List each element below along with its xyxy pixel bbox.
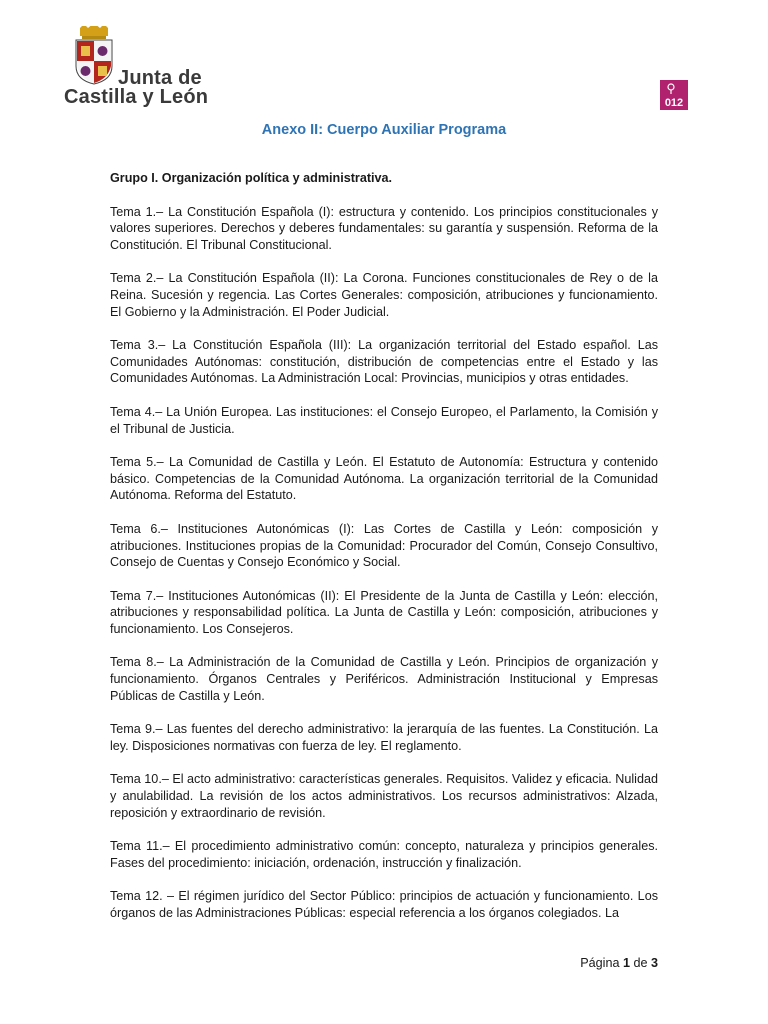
- tema-9: Tema 9.– Las fuentes del derecho administrativo: la jerarquía de las fuentes. La Constitución. La ley. Disposiciones normativas con fuerza de ley. El reglamento.: [110, 722, 658, 753]
- coat-of-arms-icon: [72, 26, 116, 86]
- page-label: Página: [580, 956, 620, 970]
- tema-10: Tema 10.– El acto administrativo: características generales. Requisitos. Validez y eficacia. Nulidad y anulabilidad. La revisión de los actos administrativos. Los recursos administrativos: Alzada, reposición y extraordinario de revisión.: [110, 772, 658, 820]
- page-current: 1: [622, 956, 630, 970]
- tema-6: Tema 6.– Instituciones Autonómicas (I): Las Cortes de Castilla y León: composición y atribuciones. Instituciones propias de la Comunidad: Procurador del Común, Consejo Consultivo, Consejo de Cuentas y Consejo Económico y Social.: [110, 521, 658, 570]
- document-title: Anexo II: Cuerpo Auxiliar Programa: [261, 122, 507, 138]
- tema-12: Tema 12. – El régimen jurídico del Sector Público: principios de actuación y funcionamiento. Los órganos de las Administraciones Públicas: especial referencia a los órganos colegiados. La: [110, 889, 658, 920]
- tema-1: Tema 1.– La Constitución Española (I): estructura y contenido. Los principios constitucionales y valores superiores. Derechos y deberes fundamentales: su garantía y suspensión. Reforma de la Constitución. El Tribunal Constitucional.: [110, 204, 658, 252]
- tema-11: Tema 11.– El procedimiento administrativo común: concepto, naturaleza y principios generales. Fases del procedimiento: iniciación, ordenación, instrucción y finalización.: [110, 839, 658, 870]
- tema-2: Tema 2.– La Constitución Española (II): La Corona. Funciones constitucionales de Rey o de la Reina. Sucesión y regencia. Las Cortes Generales: composición, atribuciones y funcionamiento. El Gobierno y la Administración. El Poder Judicial.: [110, 271, 658, 319]
- 012-badge: [660, 80, 688, 110]
- tema-7: Tema 7.– Instituciones Autonómicas (II): El Presidente de la Junta de Castilla y León: elección, atribuciones y responsabilidad política. La Junta de Castilla y León: composición, atribuciones y funcionamiento. Los Consejeros.: [110, 588, 658, 636]
- tema-4: Tema 4.– La Unión Europea. Las instituciones: el Consejo Europeo, el Parlamento, la Comisión y el Tribunal de Justicia.: [110, 404, 658, 436]
- 012-badge-text: 012: [664, 97, 684, 109]
- junta-logo: [62, 26, 212, 110]
- page-number: [580, 956, 658, 970]
- logo-text-line2: Castilla y León: [64, 86, 209, 108]
- logo-text-line1: Junta de: [118, 67, 202, 89]
- page-total: 3: [650, 956, 658, 970]
- page-sep: de: [633, 956, 648, 970]
- 012-badge-icon: [660, 80, 688, 110]
- document-body: [110, 170, 658, 939]
- group-heading: Grupo I. Organización política y administrativa.: [110, 171, 393, 185]
- tema-8: Tema 8.– La Administración de la Comunidad de Castilla y León. Principios de organización y funcionamiento. Órganos Centrales y Periféricos. Administración Institucional y Empresas Públicas de Castilla y León.: [110, 655, 658, 703]
- tema-5: Tema 5.– La Comunidad de Castilla y León. El Estatuto de Autonomía: Estructura y contenido básico. Competencias de la Comunidad Autónoma. La organización territorial de la Comunidad Autónoma. Reforma del Estatuto.: [110, 455, 658, 503]
- tema-3: Tema 3.– La Constitución Española (III): La organización territorial del Estado español. Las Comunidades Autónomas: constitución, distribución de competencias entre el Estado y las Comunidades Autónomas. La Administración Local: Provincias, municipios y otras entidades.: [110, 338, 658, 386]
